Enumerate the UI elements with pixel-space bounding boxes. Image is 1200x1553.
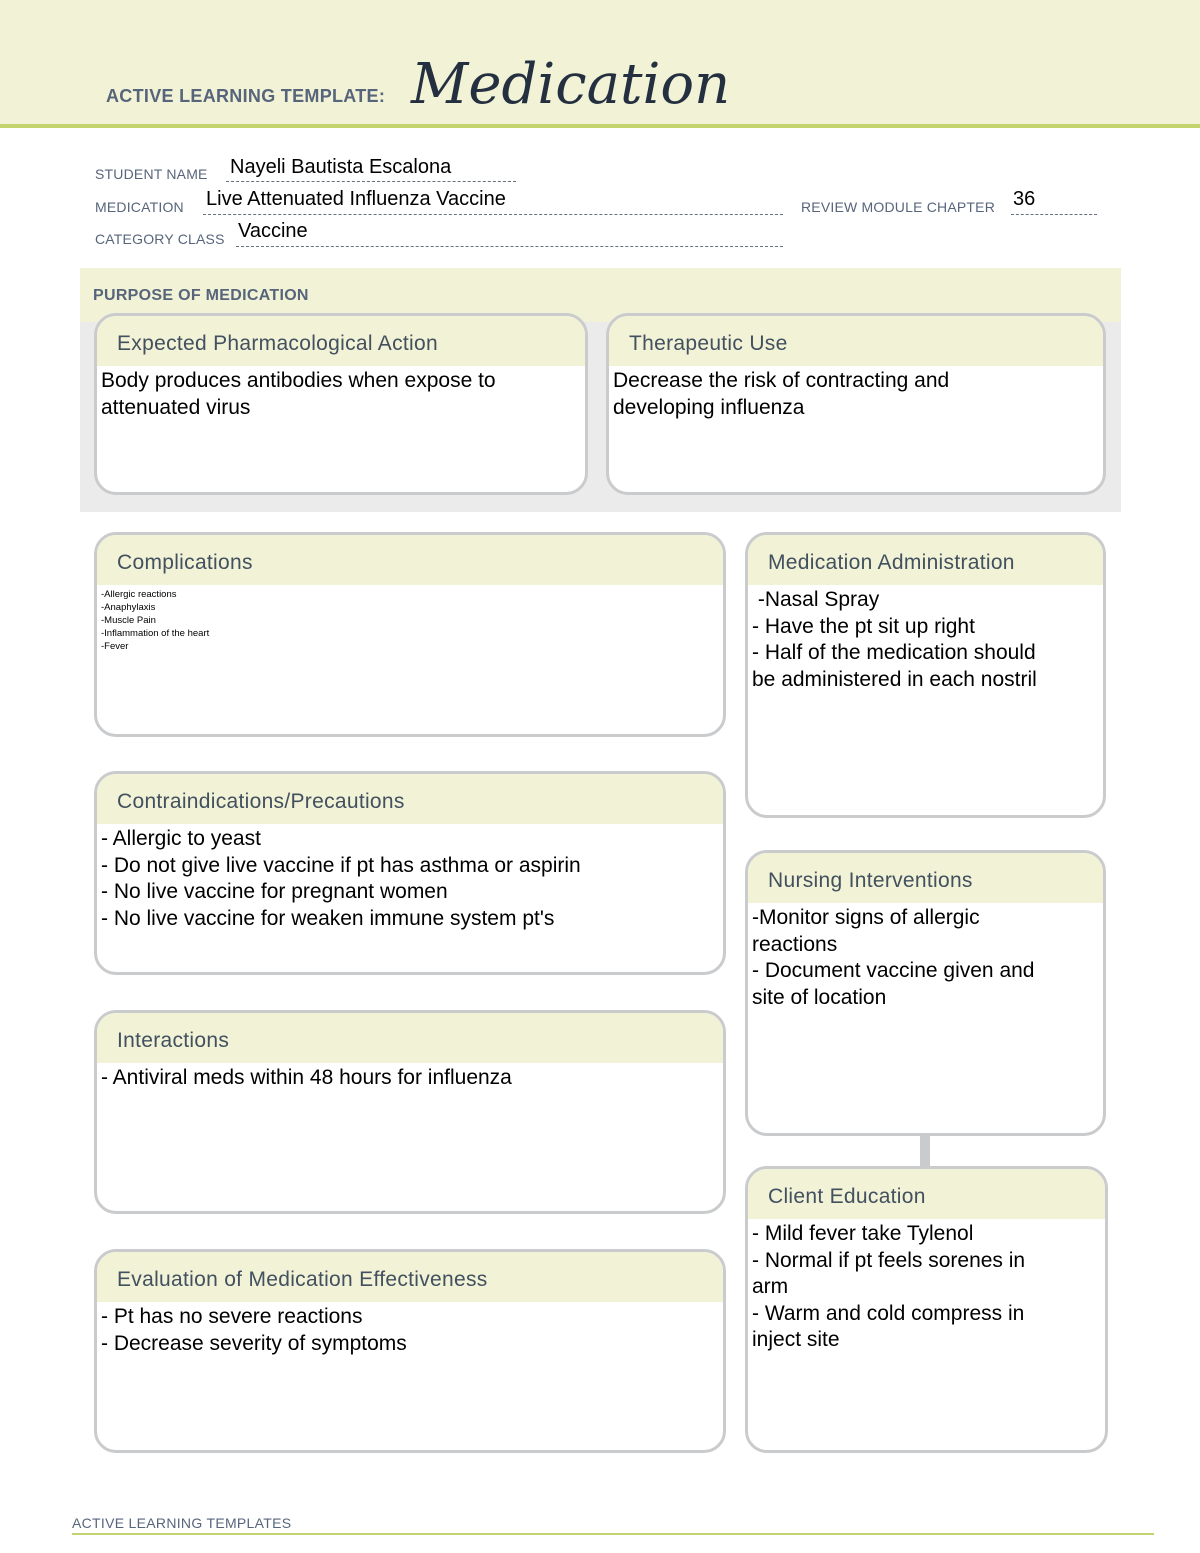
text-line: reactions	[752, 932, 838, 956]
text-line: -Allergic reactions	[101, 589, 177, 600]
expected-action-card	[94, 313, 588, 495]
contraindications-title: Contraindications/Precautions	[97, 774, 723, 824]
text-line: - Have the pt sit up right	[752, 614, 975, 638]
client-education-title: Client Education	[748, 1169, 1105, 1219]
category-class-field[interactable]: Vaccine	[238, 220, 308, 242]
category-class-underline	[236, 246, 783, 247]
text-line: - Pt has no severe reactions	[101, 1305, 363, 1328]
text-line: - No live vaccine for pregnant women	[101, 880, 448, 903]
contraindications-content[interactable]	[97, 824, 723, 932]
text-line: arm	[752, 1275, 789, 1298]
purpose-label: PURPOSE OF MEDICATION	[93, 287, 309, 304]
footer-text: ACTIVE LEARNING TEMPLATES	[72, 1515, 292, 1531]
nursing-interventions-content[interactable]	[748, 903, 1103, 1011]
page-title: Medication	[411, 52, 731, 117]
complications-title: Complications	[97, 535, 723, 585]
interactions-title: Interactions	[97, 1013, 723, 1063]
text-line: - Document vaccine given and	[752, 959, 1035, 982]
student-name-label: STUDENT NAME	[95, 166, 208, 182]
therapeutic-use-content[interactable]	[609, 366, 1103, 421]
text-line: - Allergic to yeast	[101, 827, 261, 850]
therapeutic-use-card	[606, 313, 1106, 495]
text-line: - Half of the medication should	[752, 641, 1036, 664]
client-education-content[interactable]	[748, 1219, 1105, 1354]
category-class-label: CATEGORY CLASS	[95, 231, 225, 247]
nursing-interventions-title: Nursing Interventions	[748, 853, 1103, 903]
text-line: - No live vaccine for weaken immune system pt's	[101, 906, 555, 930]
text-line: Decrease the risk of contracting and	[613, 369, 950, 392]
text-line: inject site	[752, 1328, 840, 1351]
text-line: -Monitor signs of allergic	[752, 906, 980, 929]
footer-divider	[72, 1533, 1154, 1535]
review-module-underline	[1011, 214, 1097, 215]
review-module-field[interactable]: 36	[1013, 188, 1036, 210]
contraindications-card	[94, 771, 726, 975]
template-label: ACTIVE LEARNING TEMPLATE:	[106, 86, 386, 106]
therapeutic-use-title: Therapeutic Use	[609, 316, 1103, 366]
medication-administration-content[interactable]	[748, 585, 1103, 693]
interactions-card	[94, 1010, 726, 1214]
text-line: Body produces antibodies when expose to	[101, 369, 496, 392]
text-line: - Normal if pt feels sorenes in	[752, 1248, 1026, 1272]
medication-administration-title: Medication Administration	[748, 535, 1103, 585]
complications-card	[94, 532, 726, 737]
text-line: - Do not give live vaccine if pt has asthma or aspirin	[101, 853, 581, 877]
expected-action-title: Expected Pharmacological Action	[97, 316, 585, 366]
text-line: - Antiviral meds within 48 hours for influenza	[101, 1066, 512, 1089]
evaluation-title: Evaluation of Medication Effectiveness	[97, 1252, 723, 1302]
student-name-underline	[226, 181, 516, 182]
text-line: -Fever	[101, 641, 129, 652]
medication-administration-card	[745, 532, 1106, 818]
text-line: be administered in each nostril	[752, 667, 1037, 691]
text-line: site of location	[752, 985, 887, 1009]
complications-content[interactable]	[97, 585, 723, 653]
text-line: -Anaphylaxis	[101, 602, 156, 613]
text-line: developing influenza	[613, 395, 805, 419]
review-module-label: REVIEW MODULE CHAPTER	[801, 199, 995, 215]
medication-field[interactable]: Live Attenuated Influenza Vaccine	[206, 188, 506, 210]
text-line: -Muscle Pain	[101, 615, 156, 626]
text-line: -Nasal Spray	[752, 588, 880, 611]
expected-action-content[interactable]	[97, 366, 585, 421]
section-connector	[920, 1135, 930, 1166]
text-line: - Decrease severity of symptoms	[101, 1331, 407, 1355]
student-name-field[interactable]: Nayeli Bautista Escalona	[230, 156, 452, 178]
interactions-content[interactable]	[97, 1063, 723, 1092]
medication-label: MEDICATION	[95, 199, 184, 215]
client-education-card	[745, 1166, 1108, 1453]
text-line: -Inflammation of the heart	[101, 628, 210, 639]
medication-underline	[203, 214, 783, 215]
evaluation-content[interactable]	[97, 1302, 723, 1357]
text-line: - Mild fever take Tylenol	[752, 1222, 974, 1245]
evaluation-card	[94, 1249, 726, 1453]
text-line: attenuated virus	[101, 395, 251, 419]
text-line: - Warm and cold compress in	[752, 1301, 1025, 1325]
nursing-interventions-card	[745, 850, 1106, 1136]
